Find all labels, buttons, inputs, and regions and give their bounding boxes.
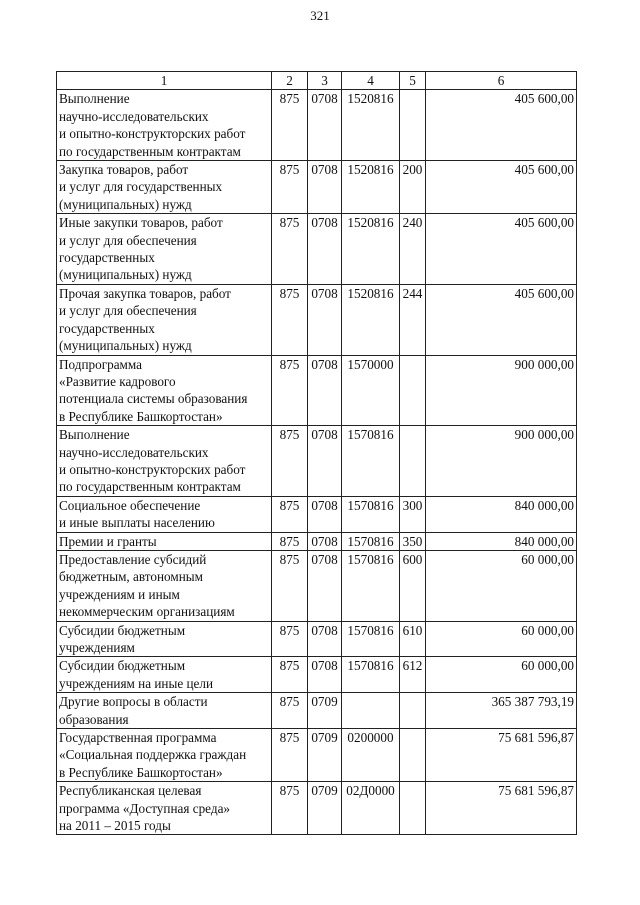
- row-col-4-text: 1570816: [347, 497, 394, 513]
- row-col-3-text: 0708: [311, 215, 338, 231]
- row-col-4: [342, 729, 400, 782]
- row-name-text: Социальное обеспечение и иные выплаты населению: [59, 497, 215, 531]
- column-header-2: 2: [272, 72, 308, 90]
- row-name: [57, 657, 272, 693]
- row-col-4: [342, 284, 400, 355]
- row-amount: [426, 532, 577, 550]
- row-amount: [426, 284, 577, 355]
- row-name: [57, 532, 272, 550]
- row-col-2: [272, 693, 308, 729]
- row-col-3: [308, 729, 342, 782]
- row-col-2: [272, 161, 308, 214]
- row-amount: [426, 693, 577, 729]
- row-col-2: [272, 496, 308, 532]
- row-amount: [426, 214, 577, 285]
- row-amount-text: 900 000,00: [514, 427, 574, 443]
- row-col-2-text: 875: [279, 551, 300, 567]
- table-row: [57, 284, 577, 355]
- row-col-5: [400, 729, 426, 782]
- row-name: [57, 496, 272, 532]
- table-row: [57, 426, 577, 497]
- row-col-5: [400, 355, 426, 426]
- row-col-3: [308, 496, 342, 532]
- row-col-2: [272, 550, 308, 621]
- table-row: [57, 621, 577, 657]
- table-row: [57, 693, 577, 729]
- row-amount: [426, 90, 577, 161]
- row-name-text: Другие вопросы в области образования: [59, 694, 208, 727]
- row-col-2-text: 875: [279, 783, 300, 799]
- table-row: [57, 657, 577, 693]
- row-col-2: [272, 426, 308, 497]
- row-col-5: [400, 782, 426, 835]
- row-col-4-text: 1520816: [347, 91, 394, 107]
- row-name-text: Прочая закупка товаров, работ и услуг для обеспечения государственных (муниципальных) нужд: [59, 285, 231, 354]
- row-amount-text: 405 600,00: [514, 215, 574, 231]
- row-name-text: Выполнение научно-исследовательских и опытно-конструкторских работ по государственным контрактам: [59, 91, 246, 159]
- column-header-3: 3: [308, 72, 342, 90]
- row-col-3-text: 0708: [311, 658, 338, 674]
- row-col-2-text: 875: [279, 622, 300, 638]
- row-col-5: [400, 621, 426, 657]
- row-col-2: [272, 657, 308, 693]
- row-amount-text: 900 000,00: [514, 356, 574, 372]
- row-name: [57, 782, 272, 835]
- row-name: [57, 284, 272, 355]
- row-col-5-text: 610: [402, 622, 423, 638]
- row-amount: [426, 355, 577, 426]
- row-amount: [426, 729, 577, 782]
- row-amount-text: 405 600,00: [514, 285, 574, 301]
- row-col-2: [272, 90, 308, 161]
- table-row: [57, 161, 577, 214]
- row-col-4-text: 1520816: [347, 215, 394, 231]
- row-col-5: [400, 284, 426, 355]
- row-col-4-text: 1570816: [347, 658, 394, 674]
- row-col-3: [308, 214, 342, 285]
- row-col-5-text: 350: [402, 533, 423, 549]
- row-col-3-text: 0709: [311, 694, 338, 710]
- row-col-3: [308, 355, 342, 426]
- column-header-1: 1: [57, 72, 272, 90]
- row-name: [57, 621, 272, 657]
- row-col-3-text: 0708: [311, 285, 338, 301]
- row-name-text: Государственная программа «Социальная поддержка граждан в Республике Башкортостан»: [59, 730, 247, 780]
- row-amount: [426, 550, 577, 621]
- row-col-5: [400, 496, 426, 532]
- row-col-5-text: 300: [402, 497, 423, 513]
- row-col-2-text: 875: [279, 427, 300, 443]
- row-col-3: [308, 693, 342, 729]
- row-col-5: [400, 161, 426, 214]
- row-col-3: [308, 284, 342, 355]
- row-col-4: [342, 550, 400, 621]
- row-col-2-text: 875: [279, 356, 300, 372]
- row-name-text: Республиканская целевая программа «Доступная среда» на 2011 – 2015 годы: [59, 783, 231, 834]
- column-header-4: 4: [342, 72, 400, 90]
- page-number: 321: [310, 8, 330, 23]
- row-col-5: [400, 532, 426, 550]
- row-col-2-text: 875: [279, 694, 300, 710]
- row-col-4-text: 02Д0000: [346, 783, 395, 799]
- row-col-4: [342, 621, 400, 657]
- row-col-4-text: 1520816: [347, 285, 394, 301]
- row-amount-text: 405 600,00: [514, 162, 574, 178]
- row-col-5-text: 240: [402, 215, 423, 231]
- table-row: [57, 729, 577, 782]
- row-name: [57, 214, 272, 285]
- row-col-3: [308, 550, 342, 621]
- row-col-3-text: 0708: [311, 497, 338, 513]
- row-name-text: Подпрограмма «Развитие кадрового потенциала системы образования в Республике Башкортостан»: [59, 356, 248, 424]
- row-col-5-text: 612: [402, 658, 423, 674]
- row-col-2: [272, 214, 308, 285]
- column-header-5: 5: [400, 72, 426, 90]
- row-col-2: [272, 621, 308, 657]
- row-col-4: [342, 355, 400, 426]
- row-col-3: [308, 532, 342, 550]
- row-col-3-text: 0708: [311, 162, 338, 178]
- row-amount-text: 840 000,00: [514, 497, 574, 513]
- row-amount-text: 60 000,00: [521, 658, 574, 674]
- table-row: [57, 550, 577, 621]
- row-col-5: [400, 550, 426, 621]
- row-name: [57, 161, 272, 214]
- table-row: [57, 90, 577, 161]
- row-col-2-text: 875: [279, 497, 300, 513]
- row-col-2-text: 875: [279, 215, 300, 231]
- row-name-text: Субсидии бюджетным учреждениям на иные цели: [59, 658, 214, 691]
- row-col-2: [272, 729, 308, 782]
- row-col-5: [400, 426, 426, 497]
- row-col-3-text: 0708: [311, 427, 338, 443]
- row-name: [57, 90, 272, 161]
- row-col-4: [342, 214, 400, 285]
- row-col-5: [400, 214, 426, 285]
- row-col-4: [342, 90, 400, 161]
- row-col-3-text: 0708: [311, 356, 338, 372]
- row-amount-text: 365 387 793,19: [491, 694, 574, 710]
- row-col-5-text: 200: [402, 162, 423, 178]
- row-col-4: [342, 532, 400, 550]
- row-col-5-text: 600: [402, 551, 423, 567]
- row-name-text: Премии и гранты: [59, 533, 157, 549]
- row-col-2: [272, 532, 308, 550]
- row-name: [57, 693, 272, 729]
- row-col-4-text: 1570816: [347, 551, 394, 567]
- row-amount-text: 75 681 596,87: [498, 730, 574, 746]
- table-row: [57, 496, 577, 532]
- row-col-3: [308, 161, 342, 214]
- row-col-4: [342, 161, 400, 214]
- row-name: [57, 426, 272, 497]
- row-col-4: [342, 693, 400, 729]
- row-name: [57, 729, 272, 782]
- row-amount: [426, 426, 577, 497]
- row-col-2-text: 875: [279, 658, 300, 674]
- row-col-4: [342, 782, 400, 835]
- row-col-4: [342, 426, 400, 497]
- table-row: [57, 214, 577, 285]
- row-col-3: [308, 426, 342, 497]
- row-name-text: Выполнение научно-исследовательских и опытно-конструкторских работ по государственным контрактам: [59, 427, 246, 495]
- row-amount: [426, 161, 577, 214]
- row-col-4-text: 1570000: [347, 356, 394, 372]
- row-col-3: [308, 782, 342, 835]
- row-col-5: [400, 693, 426, 729]
- row-col-2: [272, 355, 308, 426]
- row-col-3-text: 0708: [311, 622, 338, 638]
- row-col-3-text: 0709: [311, 783, 338, 799]
- row-name-text: Субсидии бюджетным учреждениям: [59, 622, 186, 655]
- row-amount-text: 60 000,00: [521, 622, 574, 638]
- row-col-4-text: 1570816: [347, 427, 394, 443]
- row-name: [57, 550, 272, 621]
- row-name-text: Закупка товаров, работ и услуг для государственных (муниципальных) нужд: [59, 162, 223, 212]
- row-col-2-text: 875: [279, 533, 300, 549]
- row-col-4: [342, 496, 400, 532]
- row-col-5: [400, 657, 426, 693]
- budget-table: [56, 71, 577, 835]
- row-col-2: [272, 782, 308, 835]
- row-col-4-text: 1570816: [347, 533, 394, 549]
- row-amount: [426, 782, 577, 835]
- table-row: [57, 782, 577, 835]
- row-col-5: [400, 90, 426, 161]
- row-amount-text: 75 681 596,87: [498, 783, 574, 799]
- table-body: [57, 90, 577, 835]
- row-col-4: [342, 657, 400, 693]
- table-row: [57, 532, 577, 550]
- row-col-3-text: 0709: [311, 730, 338, 746]
- row-col-3-text: 0708: [311, 551, 338, 567]
- row-name: [57, 355, 272, 426]
- table-row: [57, 355, 577, 426]
- row-col-4-text: 1570816: [347, 622, 394, 638]
- row-col-4-text: 1520816: [347, 162, 394, 178]
- row-col-3: [308, 621, 342, 657]
- row-col-3-text: 0708: [311, 91, 338, 107]
- row-name-text: Предоставление субсидий бюджетным, автономным учреждениям и иным некоммерческим организациям: [59, 551, 235, 620]
- row-col-2: [272, 284, 308, 355]
- row-col-2-text: 875: [279, 730, 300, 746]
- row-amount: [426, 496, 577, 532]
- row-col-2-text: 875: [279, 285, 300, 301]
- row-name-text: Иные закупки товаров, работ и услуг для обеспечения государственных (муниципальных) нужд: [59, 215, 223, 283]
- row-amount-text: 840 000,00: [514, 533, 574, 549]
- table-header-row: [57, 72, 577, 90]
- row-amount: [426, 621, 577, 657]
- row-col-3: [308, 657, 342, 693]
- row-col-5-text: 244: [402, 285, 423, 301]
- column-header-6: 6: [426, 72, 577, 90]
- row-col-3-text: 0708: [311, 533, 338, 549]
- row-amount-text: 405 600,00: [514, 91, 574, 107]
- row-col-2-text: 875: [279, 91, 300, 107]
- row-col-2-text: 875: [279, 162, 300, 178]
- row-col-4-text: 0200000: [347, 730, 394, 746]
- row-amount-text: 60 000,00: [521, 551, 574, 567]
- row-col-3: [308, 90, 342, 161]
- row-amount: [426, 657, 577, 693]
